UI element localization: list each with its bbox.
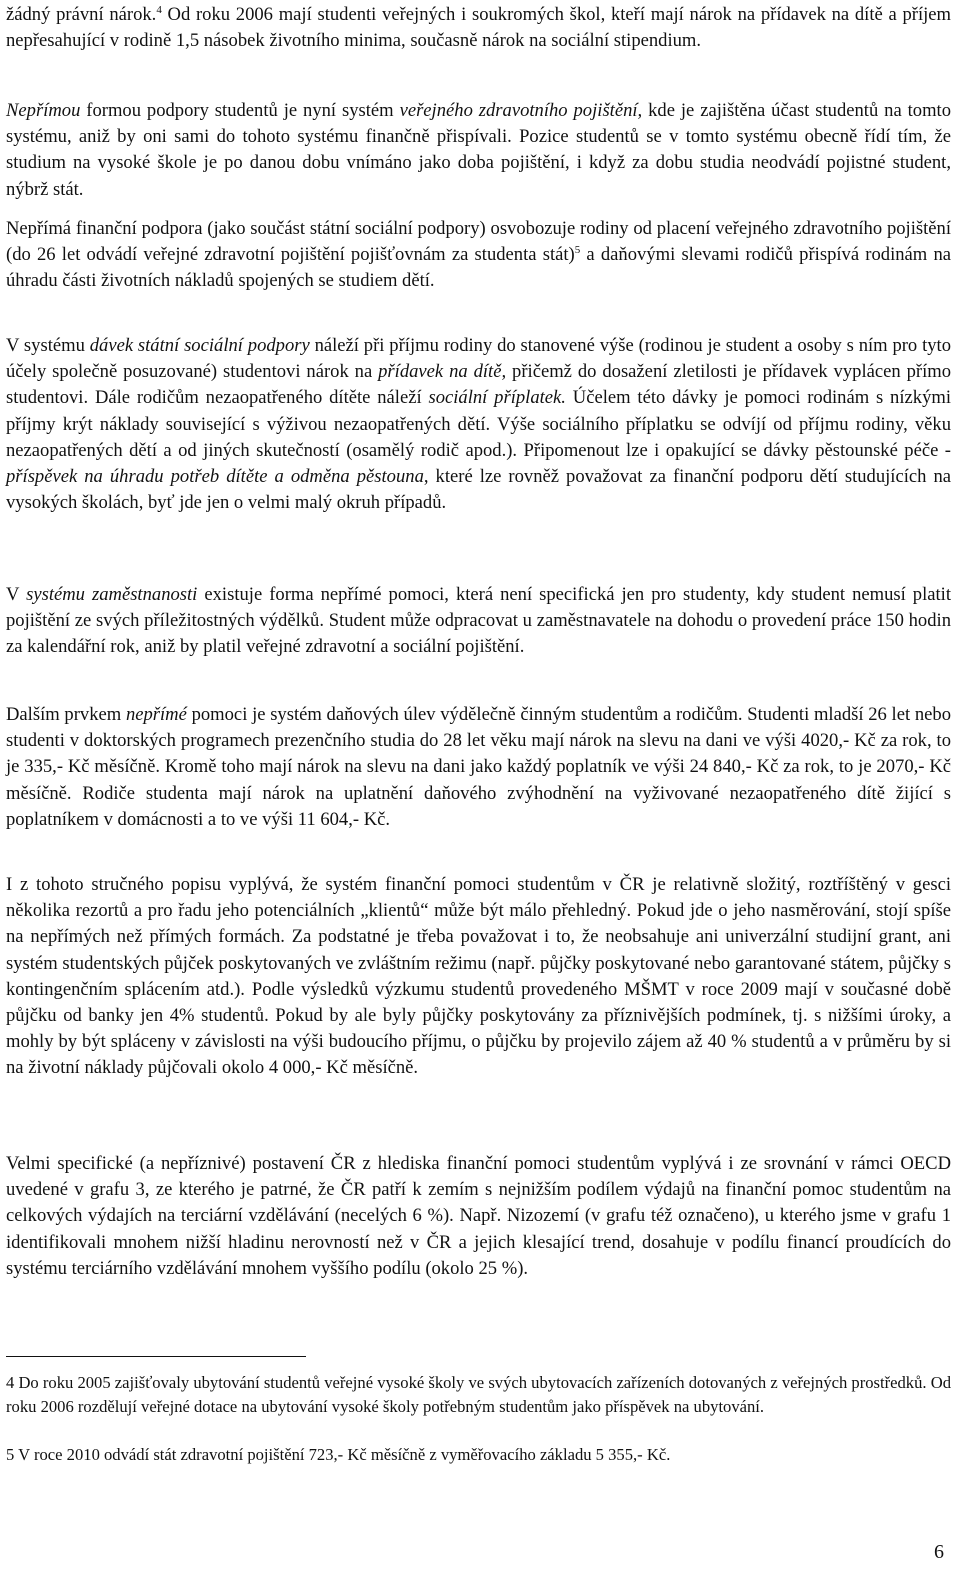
paragraph-4 [6,333,951,516]
text-run: V systému [6,335,90,356]
text-run: formou podpory studentů je nyní systém [80,100,400,121]
paragraph-8 [6,1151,951,1282]
emphasized-text: sociální příplatek. [428,387,566,409]
text-run: kde je zajištěna účast studentů na tomto systému, aniž by oni sami do tohoto systému finančně přispívali. Pozice studentů se v tomto systému obecně řídí tím, že studium na vysoké škole je po danou dobu vnímáno jako doba pojištění, i když za dobu studia neodvádí pojistné student, nýbrž stát. [6,100,952,200]
text-run: žádný právní nárok. [6,4,157,25]
paragraph-6 [6,702,951,833]
emphasized-text: příspěvek na úhradu potřeb dítěte a odměna pěstouna [6,466,424,488]
footnote-separator [6,1356,306,1357]
emphasized-text: nepřímé [125,704,187,725]
paragraph-3 [6,216,951,295]
text-run: Nepřímá finanční podpora (jako součást státní sociální podpory) osvobozuje rodiny od placení veřejného zdravotního pojištění (do 26 let odvádí veřejné zdravotní pojištění pojišťovnám za studenta stát) [6,218,951,266]
text-run: a daňovými slevami rodičů přispívá rodinám na úhradu části životních nákladů spojených se studiem dětí. [6,244,951,292]
text-run: Dalším prvkem [6,704,126,725]
paragraph-7 [6,872,951,1082]
text-run: I z tohoto stručného popisu vyplývá, že systém finanční pomoci studentům v ČR je relativně složitý, roztříštěný v gesci několika rezortů a pro řadu jeho potenciálních „klientů“ může být málo přehledný. Pokud jde o jeho nasměrování, stojí spíše na nepřímých než přímých formách. Za podstatné je třeba považovat i to, že neobsahuje ani univerzální studijní grant, ani systém studentských půjček poskytovaných ve zvláštním režimu (např. půjčky poskytované nebo garantované státem, půjčky s kontingenčním splácením atd.). Podle výsledků výzkumu studentů provedeného MŠMT v roce 2009 mají v současné době půjčku od banky jen 4% studentů. Pokud by ale byly půjčky poskytovány za příznivějších podmínek, tj. s nižšími úroky, a mohly by být spláceny v závislosti na výši budoucího příjmu, o půjčku by projevilo zájem až 40 % studentů a v průměru by si na životní náklady půjčovali okolo 4 000,- Kč měsíčně. [6,874,951,1079]
text-run: Účelem této dávky je pomoci rodinám s nízkými příjmy krýt náklady související s výživou nezaopatřených dětí. Výše sociálního příplatku se odvíjí od příjmu rodiny, věku nezaopatřených dětí a od jiných skutečností (osamělý rodič apod.). Připomenout lze i opakující se dávky pěstounské péče - [6,387,951,461]
footnote-5: 5 V roce 2010 odvádí stát zdravotní pojištění 723,- Kč měsíčně z vyměřovacího základu 5 355,- Kč. [6,1445,671,1464]
text-run: přičemž do dosažení zletilosti je přídavek vyplácen přímo studentovi. Dále rodičům nezaopatřeného dítěte náleží [6,361,951,409]
text-run: , které lze rovněž považovat za finanční podporu dětí studujících na vysokých školách, byť jde jen o velmi malý okruh případů. [6,466,951,514]
text-run: náleží při příjmu rodiny do stanovené výše (rodinou je student a osoby s ním pro tyto účely společně posuzované) studentovi nárok na [6,335,951,383]
emphasized-text: systému zaměstnanosti [26,584,198,605]
footnote-4: 4 Do roku 2005 zajišťovaly ubytování studentů veřejné vysoké školy ve svých ubytovacích zařízeních dotovaných z veřejných prostředků. Od roku 2006 rozdělují veřejné dotace na ubytování vysoké školy potřebným studentům jako příspěvek na ubytování. [6,1373,951,1416]
emphasized-text: veřejného zdravotního pojištění, [399,100,643,121]
paragraph-2 [6,98,951,203]
text-run: Od roku 2006 mají studenti veřejných i soukromých škol, kteří mají nárok na přídavek na dítě a příjem nepřesahující v rodině 1,5 násobek životního minima, současně nárok na sociální stipendium. [6,4,951,52]
text-run: pomoci je systém daňových úlev výdělečně činným studentům a rodičům. Studenti mladší 26 let nebo studenti v doktorských programech prezenčního studia do 28 let věku mají nárok na slevu na dani ve výši 4020,- Kč za rok, to je 335,- Kč měsíčně. Kromě toho mají nárok na slevu na dani jako každý poplatník ve výši 24 840,- Kč za rok, to je 2070,- Kč měsíčně. Rodiče studenta mají nárok na uplatnění daňového zvýhodnění na vyživované nezaopatřeného dítě žijící s poplatníkem v domácnosti a to ve výši 11 604,- Kč. [6,704,951,830]
emphasized-text: přídavek na dítě, [378,361,507,383]
footnote-reference: 4 [156,4,162,16]
text-run: existuje forma nepřímé pomoci, která není specifická jen pro studenty, kdy student nemusí platit pojištění ze svých příležitostných výdělků. Student může odpracovat u zaměstnavatele na dohodu o provedení práce 150 hodin za kalendářní rok, aniž by platil veřejné zdravotní a sociální pojištění. [6,584,951,658]
text-run: V [6,584,27,605]
page-number: 6 [934,1541,944,1563]
paragraph-1 [6,2,951,54]
text-run: Velmi specifické (a nepříznivé) postavení ČR z hlediska finanční pomoci studentům vyplývá i ze srovnání v rámci OECD uvedené v grafu 3, ze kterého je patrné, že ČR patří k zemím s nejnižším podílem výdajů na finanční pomoc studentům na celkových výdajích na terciární vzdělávání (necelých 6 %). Např. Nizozemí (v grafu též označeno), u kterého jsme v grafu 1 identifikovali mnohem nižší hladinu nerovností než v ČR a jejich klesající trend, dosahuje v podílu financí proudících do systému terciárního vzdělávání mnohem vyššího podílu (okolo 25 %). [6,1153,951,1279]
footnote-reference: 5 [574,244,581,257]
emphasized-text: Nepřímou [6,100,81,121]
paragraph-5 [6,582,951,661]
emphasized-text: dávek státní sociální podpory [89,335,310,356]
